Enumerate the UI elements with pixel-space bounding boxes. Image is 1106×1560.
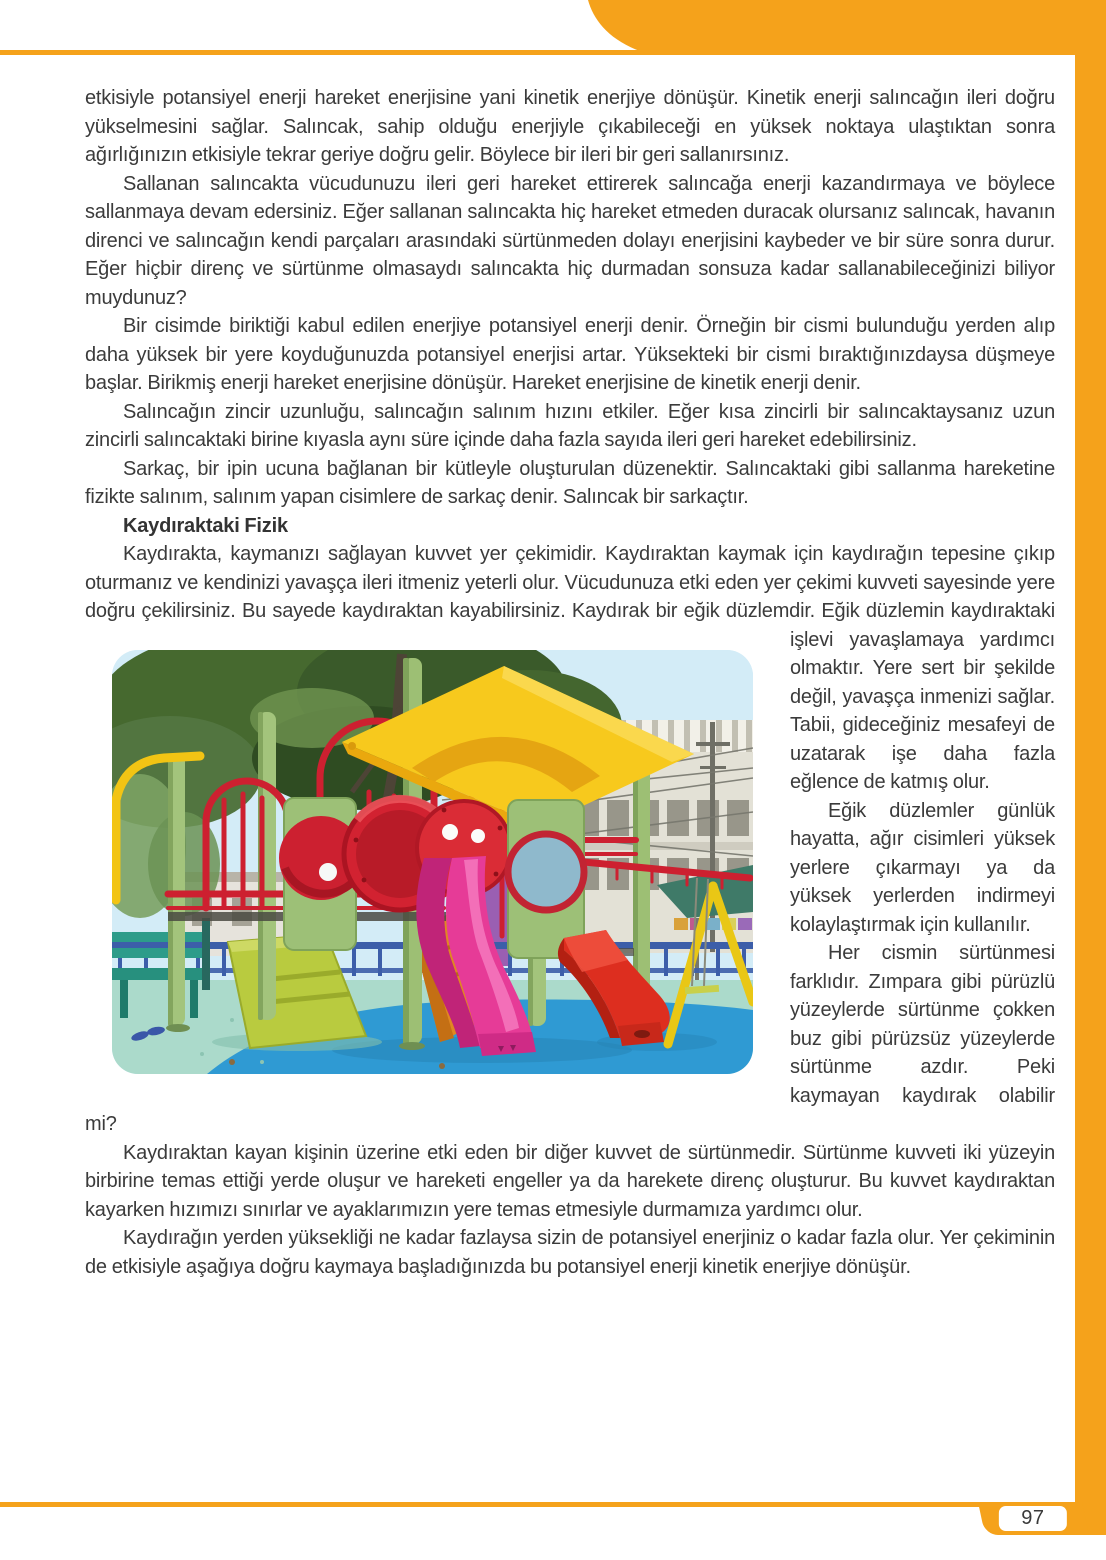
paragraph: Salıncağın zincir uzunluğu, salıncağın salınım hızını etkiler. Eğer kısa zincirli bir salıncaktaysanız uzun zincirli salıncaktaki birine kıyasla aynı süre içinde daha fazla sayıda ileri geri hareket edebilirsiniz. xyxy=(85,400,1055,451)
bottom-accent-line xyxy=(0,1502,1106,1507)
top-accent-curve-icon xyxy=(578,0,1106,55)
section-heading: Kaydıraktaki Fizik xyxy=(123,514,288,537)
side-accent-strip xyxy=(1075,0,1106,1535)
paragraph: Her cismin sürtünmesi farklıdır. Zımpara gibi pürüzlü yüzeylerde sürtünme çokken buz gibi pürüzsüz yüzeylerde sürtünme azdır. Peki kaymayan kaydırak olabilir mi? xyxy=(85,942,1055,1135)
article-body xyxy=(85,84,1055,1281)
paragraph: Sallanan salıncakta vücudunuzu ileri geri hareket ettirerek salıncağa enerji kazandırmaya ve böylece sallanmaya devam edersiniz. Eğer sallanan salıncakta hiç hareket etmeden duracak olursanız salıncak, havanın direnci ve salıncağın kendi parçaları arasındaki sürtünmeden dolayı enerjisini kaybeder ve bir süre sonra durur. Eğer hiçbir direnç ve sürtünme olmasaydı salıncakta hiç durmadan sonsuza kadar sallanabileceğinizi biliyor muydunuz? xyxy=(85,172,1055,309)
paragraph: Kaydırağın yerden yüksekliği ne kadar fazlaysa sizin de potansiyel enerjiniz o kadar fazla olur. Yer çekiminin de etkisiyle aşağıya doğru kaymaya başladığınızda bu potansiyel enerji kinetik enerjiye dönüşür. xyxy=(85,1227,1055,1278)
paragraph: Bir cisimde biriktiği kabul edilen enerjiye potansiyel enerji denir. Örneğin bir cismi bulunduğu yerden alıp daha yüksek bir yere koyduğunuzda potansiyel enerjisi artar. Yüksekteki bir cismi bıraktığınızdaysa düşmeye başlar. Birikmiş enerji hareket enerjisine dönüşür. Hareket enerjisine de kinetik enerji denir. xyxy=(85,315,1055,394)
paragraph-text: düzlemdir. Eğik düzlemin kaydıraktaki işlevi yavaşlamaya yardımcı olmaktır. Yere sert bir şekilde değil, yavaşça inmenizi sağlar. Tabii, gideceğiniz mesafeyi de uzatarak işe daha fazla eğlence de katmış olur. xyxy=(725,600,1056,793)
page-number: 97 xyxy=(999,1506,1067,1531)
paragraph-with-photo xyxy=(85,540,1055,797)
top-accent-block xyxy=(578,0,1106,55)
paragraph: etkisiyle potansiyel enerji hareket enerjisine yani kinetik enerjiye dönüşür. Kinetik enerji salıncağın ileri doğru yükselmesini sağlar. Salıncak, sahip olduğu enerjiyle çıkabileceği en yüksek noktaya ulaştıktan sonra ağırlığınızın etkisiyle tekrar geriye doğru gelir. Böylece bir ileri bir geri sallanırsınız. xyxy=(85,87,1055,166)
page-number-tab xyxy=(978,1502,1089,1535)
paragraph: Kaydıraktan kayan kişinin üzerine etki eden bir diğer kuvvet de sürtünmedir. Sürtünme kuvveti iki yüzeyin birbirine temas ettiği yerde oluşur ve hareketi engeller ya da harekete direnç oluşturur. Bu kuvvet kaydıraktan kayarken hızımızı sınırlar ve ayaklarımızın yere temas etmesiyle durmamıza yardımcı olur. xyxy=(85,1141,1055,1221)
playground-photo-illustration xyxy=(112,650,753,1074)
playground-photo xyxy=(112,650,753,1074)
paragraph-text: Kaydırakta, kaymanızı sağlayan kuvvet yer çekimidir. Kaydıraktan kaymak için kaydırağın tepesine çıkıp oturmanız ve kendinizi yavaşça ileri itmeniz yeterli olur. Vücudunuza etki eden yer çekimi kuvveti sayesinde yere doğru çekilirsiniz. Bu sayede kaydıraktan kayabilirsiniz. Kaydırak bir eğik xyxy=(85,543,1055,622)
paragraph: Sarkaç, bir ipin ucuna bağlanan bir kütleyle oluşturulan düzenektir. Salıncaktaki gibi sallanma hareketine fizikte salınım, salınım yapan cisimlere de sarkaç denir. Salıncak bir sarkaçtır. xyxy=(85,457,1055,508)
paragraph: Eğik düzlemler günlük hayatta, ağır cisimleri yüksek yerlere çıkarmayı ya da yüksek yerlerden indirmeyi kolaylaştırmak için kullanılır. xyxy=(790,799,1055,936)
